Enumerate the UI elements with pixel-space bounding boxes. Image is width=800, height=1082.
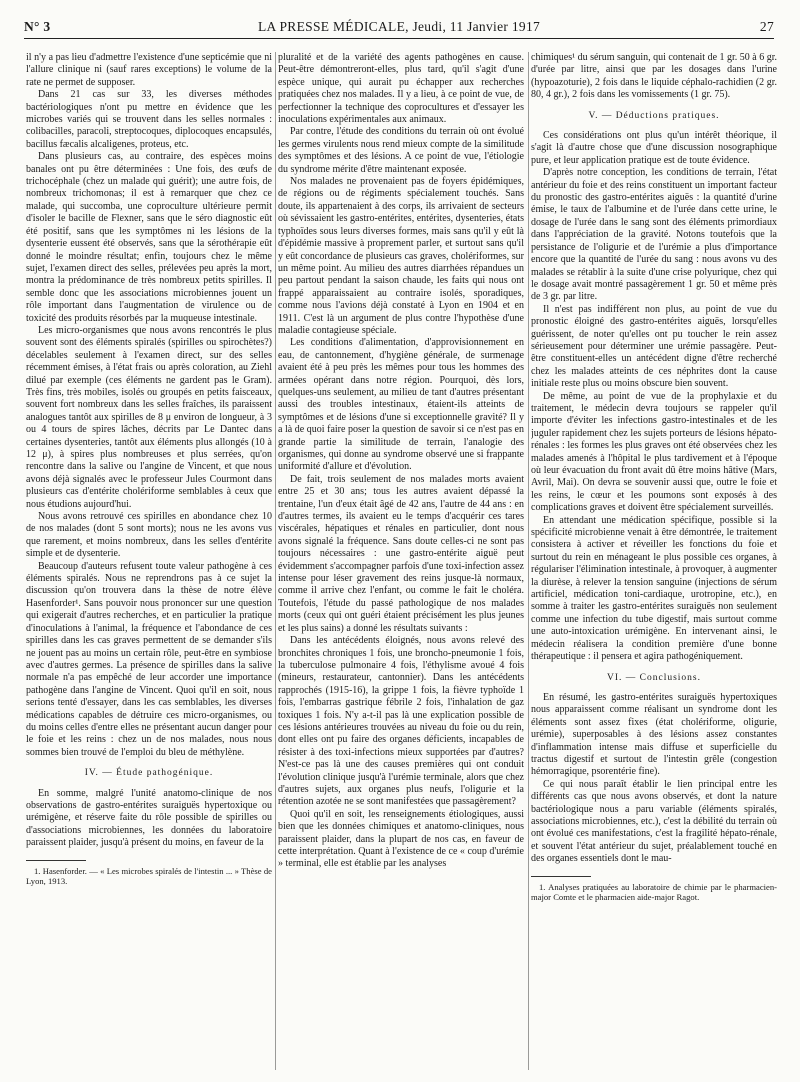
paragraph: Beaucoup d'auteurs refusent toute valeur pathogène à ces éléments spiralés. Nous ne reprendrons pas à ce sujet la discussion qu'on trouvera dans la thèse de notre élève Hasenforder¹. Sans pouvoir nous prononcer sur une question qui exigerait d'autres recherches, et en particulier la pratique d'inoculations à l'animal, la fréquence et l'abondance de ces spirilles dans les cas graves permettent de se demander s'ils ne jouent pas au moins un certain rôle, peut-être en symbiose avec d'autres germes. La présence de spirilles dans la salive normale n'a pas empêché de leur accorder une importance pathogène dans l'angine de Vincent. Quoi qu'il en soit, nous serions tenté d'essayer, dans les cas semblables, les diverses médications capables de détruire ces micro-organismes, ou du moins celles d'entre elles ne présentant aucun danger pour le foie et les reins : chez un de nos malades, nous nous sommes bien trouvé de l'emploi du bleu de méthylène. bbox=[26, 560, 272, 758]
section-heading-vi: VI. — Conclusions. bbox=[607, 672, 701, 683]
section-heading-v: V. — Déductions pratiques. bbox=[588, 110, 720, 121]
paragraph: Ces considérations ont plus qu'un intérêt théorique, il s'agit là d'autre chose que d'une discussion nosographique pure, et leur application pratique est de toute évidence. bbox=[531, 130, 777, 166]
footnote-rule bbox=[531, 876, 591, 877]
paragraph: En somme, malgré l'unité anatomo-clinique de nos observations de gastro-entérites suraiguës hypertoxique ou urémigène, et réserve faite du rôle possible de spirilles ou d'associations microbiennes, les données du laboratoire paraissent plaider, jusqu'à présent du moins, en faveur de la bbox=[26, 787, 272, 849]
paragraph: Dans 21 cas sur 33, les diverses méthodes bactériologiques n'ont pu mettre en évidence que les microbes variés qui se trouvent dans les selles normales : colibacilles, paracoli, streptocoques, diplocoques encapsulés, bacillus fæcalis alcaligenes, proteus, etc. bbox=[26, 89, 272, 150]
paragraph: Quoi qu'il en soit, les renseignements étiologiques, aussi bien que les données chimiques et anatomo-cliniques, nous paraissent plaider, dans la plupart de nos cas, en faveur de cette interprétation. Quant à l'existence de ce « coup d'urémie » terminal, elle est établie par les analyses bbox=[278, 808, 524, 870]
section-heading-iv: IV. — Étude pathogénique. bbox=[84, 768, 214, 779]
running-header bbox=[24, 18, 774, 39]
footnote-rule bbox=[26, 860, 86, 861]
paragraph: Dans plusieurs cas, au contraire, des espèces moins banales ont pu être déterminées : Une fois, des œufs de trichocéphale (chez un malade qui guérit); une autre fois, de nombreux trichomonas; il est à remarquer que chez ce malade, qui succomba, une coproculture ultérieure permit d'isoler le bacille de Flexner, sans que le séro diagnostic eût été positif, sans que les symptômes ni les lésions de la dysenterie eussent été observés, sans que la sérothérapie eût donné le moindre résultat; enfin, toujours chez le même sujet, l'examen direct des selles, prélevées peu après la mort, montra la prédominance de très nombreux petits spirilles. Il semble donc que les associations microbiennes jouent un rôle important dans l'augmentation de virulence ou de toxicité des produits résorbés par la muqueuse intestinale. bbox=[26, 151, 272, 324]
footnote: 1. Hasenforder. — « Les microbes spiralés de l'intestin ... » Thèse de Lyon, 1913. bbox=[26, 865, 272, 886]
paragraph: Ce qui nous paraît établir le lien principal entre les différents cas que nous avons observés, et dont la nature bactériologique nous a paru variable (éléments spiralés, associations microbiennes, etc.), c'est la débilité du terrain où ont évolué ces manifestations, c'est la fragilité hépato-rénale, et souvent l'état antérieur du sujet, préalablement touché en des organes essentiels dont le mau- bbox=[531, 778, 777, 865]
column-1 bbox=[26, 52, 272, 1070]
paragraph: pluralité et de la variété des agents pathogènes en cause. Peut-être démontreront-elles, plus tard, qu'il s'agit d'une espèce unique, qui aurait pu échapper aux recherches pratiquées chez nos malades. Il y a lieu, à ce point de vue, de perfectionner la technique des coprocultures et d'essayer les inoculations expérimentales aux animaux. bbox=[278, 52, 524, 126]
paragraph: De même, au point de vue de la prophylaxie et du traitement, le médecin devra toujours se rappeler qu'il importe d'éviter les infections gastro-intestinales et de les juguler rapidement chez les sujets porteurs de lésions hépato-rénales : les formes les plus graves ont été observées chez les malades amenés à l'hôpital le plus tardivement et à l'époque où leur évacuation du front avait dû être moins hâtive (Mars, Avril, Mai). On devra se souvenir aussi que, outre le foie et les reins, le cœur et les poumons sont exposés à des complications graves et doivent être spécialement surveillés. bbox=[531, 390, 777, 514]
paragraph: chimiques¹ du sérum sanguin, qui contenait de 1 gr. 50 à 6 gr. d'urée par litre, ainsi que par les dosages dans l'urine (hypoazoturie), 2 fois dans le liquide céphalo-rachidien (2 gr. 80, 4 gr.), 2 fois dans les vomissements (1 gr. 75). bbox=[531, 52, 777, 101]
paragraph: Il n'est pas indifférent non plus, au point de vue du pronostic éloigné des gastro-entérites aiguës, lorsqu'elles guérissent, de noter qu'elles ont pu toucher le rein assez sérieusement pour déterminer une urémie passagère. Peut-être constituent-elles un antécédent digne d'être recherché chez les malades atteints de ces néphrites dont la cause initiale reste plus ou moins obscure bien souvent. bbox=[531, 303, 777, 390]
page-number: 27 bbox=[759, 19, 774, 34]
issue-number: N° 3 bbox=[24, 19, 51, 34]
paragraph: il n'y a pas lieu d'admettre l'existence d'une septicémie que ni l'allure clinique ni (sauf rares exceptions) le volume de la rate ne permet de supposer. bbox=[26, 52, 272, 88]
paragraph: Par contre, l'étude des conditions du terrain où ont évolué les germes virulents nous rend mieux compte de la similitude des symptômes et des lésions. A ce point de vue, l'étiologie du syndrome mérite d'être maintenant exposée. bbox=[278, 126, 524, 175]
column-3 bbox=[531, 52, 777, 1070]
column-2 bbox=[278, 52, 524, 1070]
paragraph: Les conditions d'alimentation, d'approvisionnement en eau, de cantonnement, d'hygiène générale, de surmenage avaient été à peu près les mêmes pour tous les hommes des armées opérant dans notre région. Pourquoi, dès lors, quelques-uns seulement, au milieu de tant d'autres présentant aussi des troubles intestinaux, étaient-ils atteints de symptômes et de lésions d'une si exceptionnelle gravité? Il y a là de quoi faire poser la question de savoir si ce n'est pas en grande partie la similitude de terrain, l'analogie des organismes, qui donne au syndrome observé une si frappante uniformité d'allure et d'évolution. bbox=[278, 337, 524, 473]
footnote: 1. Analyses pratiquées au laboratoire de chimie par le pharmacien-major Comte et le pharmacien aide-major Ragot. bbox=[531, 881, 777, 902]
paragraph: Nous avons retrouvé ces spirilles en abondance chez 10 de nos malades (dont 5 sont morts); nous ne les avons vus que rarement, et moins nombreux, dans les selles d'entérite simple et de dysenterie. bbox=[26, 511, 272, 560]
paragraph: Les micro-organismes que nous avons rencontrés le plus souvent sont des éléments spiralés (spirilles ou spirochètes?) décelables seulement à l'examen direct, sur des selles récemment émises, à l'état frais ou après coloration, au Ziehl dilué par exemple (ces éléments ne gardent pas le Gram). Très fins, très mobiles, isolés ou groupés en petits faisceaux, souvent fort nombreux dans les selles fraîches, ils paraissent analogues tantôt aux spirilles de 8 μ environ de longueur, à 3 ou 4 tours de spires lâches, décrits par Le Dantec dans certaines dysenteries, tantôt aux éléments plus allongés (10 à 12 μ), à spires plus nombreuses et plus serrées, qu'on rencontre dans la salive ou l'angine de Vincent, et que nous avons déjà signalés avec le professeur Jules Courmont dans plusieurs cas d'entérite cholériforme semblables à ceux que nous étudions aujourd'hui. bbox=[26, 324, 272, 510]
paragraph: En résumé, les gastro-entérites suraiguës hypertoxiques nous apparaissent comme réalisant un syndrome dont les éléments sont assez fixes (état cholériforme, oligurie, urémie), superposables à des lésions assez constantes d'inflammation intense mais diffuse et superficielle du tractus digestif et surtout de l'intestin grêle (congestion hémorragique, psorentérie fine). bbox=[531, 691, 777, 778]
column-rule-1 bbox=[275, 52, 276, 1070]
column-rule-2 bbox=[528, 52, 529, 1070]
paragraph: Dans les antécédents éloignés, nous avons relevé des bronchites chroniques 1 fois, une broncho-pneumonie 1 fois, la tuberculose pulmonaire 4 fois, l'éthylisme avoué 4 fois (mineurs, restaurateur, cantonnier). Dans les antécédents rapprochés (1915-16), la grippe 1 fois, la fièvre typhoïde 1 fois, l'embarras gastrique fébrile 2 fois, l'inhalation de gaz toxiques 1 fois. N'y a-t-il pas là une explication possible de ces lésions antérieures trouvées au niveau du foie ou du rein, dont elles ont pu faire des organes déficients, incapables de résister à des toxi-infections mieux supportées par d'autres? N'est-ce pas là une des causes premières qui ont conduit l'évolution clinique jusqu'à l'urémie terminale, alors que chez d'autres sujets, aux organes plus neufs, l'oligurie et la rétention azotée ne se sont manifestées que passagèrement? bbox=[278, 635, 524, 808]
journal-title: LA PRESSE MÉDICALE, Jeudi, 11 Janvier 1917 bbox=[257, 19, 541, 34]
paragraph: De fait, trois seulement de nos malades morts avaient entre 25 et 30 ans; tous les autres avaient dépassé la trentaine, l'un d'eux était âgé de 42 ans, l'autre de 44 ans : en d'autres termes, ils avaient eu le temps d'acquérir ces tares viscérales, hépatiques et rénales en particulier, dont nous avons signalé la fréquence. Sans doute celles-ci ne sont pas toujours nécessaires : une gastro-entérite aiguë peut évidemment s'accompagner parfois d'une toxi-infection assez intense pour léser gravement des reins jusque-là normaux, comme il arrive chez l'enfant, ou comme le fait le choléra. Toutefois, l'étude du passé pathologique de nos malades morts (ceux qui ont guéri étaient précisément les plus jeunes et les plus sains) a donné les résultats suivants : bbox=[278, 473, 524, 634]
paragraph: En attendant une médication spécifique, possible si la spécificité microbienne venait à être démontrée, le traitement consistera à activer et réveiller les fonctions du foie et surtout du rein en ménageant le plus possible ces organes, à régulariser l'élimination intestinale, à provoquer, à augmenter la diurèse, à relever la tension sanguine (injections de sérum artificiel, médication toni-cardiaque, urotropine, etc.), en somme à traiter les gastro-entérites suraiguës non seulement comme une infection du tube digestif, mais surtout comme une auto-intoxication urémigène. En intervenant ainsi, le médecin réalisera la condition première d'une bonne thérapeutique : il pensera et agira pathogéniquement. bbox=[531, 514, 777, 663]
paragraph: D'après notre conception, les conditions de terrain, l'état antérieur du foie et des reins constituent un important facteur du pronostic des gastro-entérites aiguës : la quantité d'urine émise, le taux de l'albumine et de l'urée dans cette urine, le dosage de l'urée dans le sang sont des éléments primordiaux dans l'appréciation de la gravité. Notons toutefois que la persistance de l'oligurie et de l'urémie a plus d'importance encore que la quantité de l'urée du sang : nous avons vu des malades se rétablir à la suite d'une crise polyurique, chez qui le dosage avait montré passagèrement 1 gr. 50 et même près de 3 gr. par litre. bbox=[531, 167, 777, 303]
paragraph: Nos malades ne provenaient pas de foyers épidémiques, de régions ou de régiments spécialement touchés. Sans doute, ils appartenaient à des corps, ils arrivaient de secteurs où sévissaient les gastro-entérites, entérites, dysenteries, états typhoïdes sous leurs diverses formes, mais sans qu'il y eût là d'épidémie massive à proprement parler, et surtout sans qu'il y eût concordance de plusieurs cas graves, cholériformes, sur un même point. Au milieu des autres diarrhées répandues un peu partout pendant la saison chaude, les faits qui nous ont frappé apparaissaient au contraire isolés, sporadiques, comme nous l'avions déjà constaté à Lyon en 1904 et en 1911. C'est là un argument de plus contre l'hypothèse d'une maladie contagieuse spéciale. bbox=[278, 176, 524, 336]
